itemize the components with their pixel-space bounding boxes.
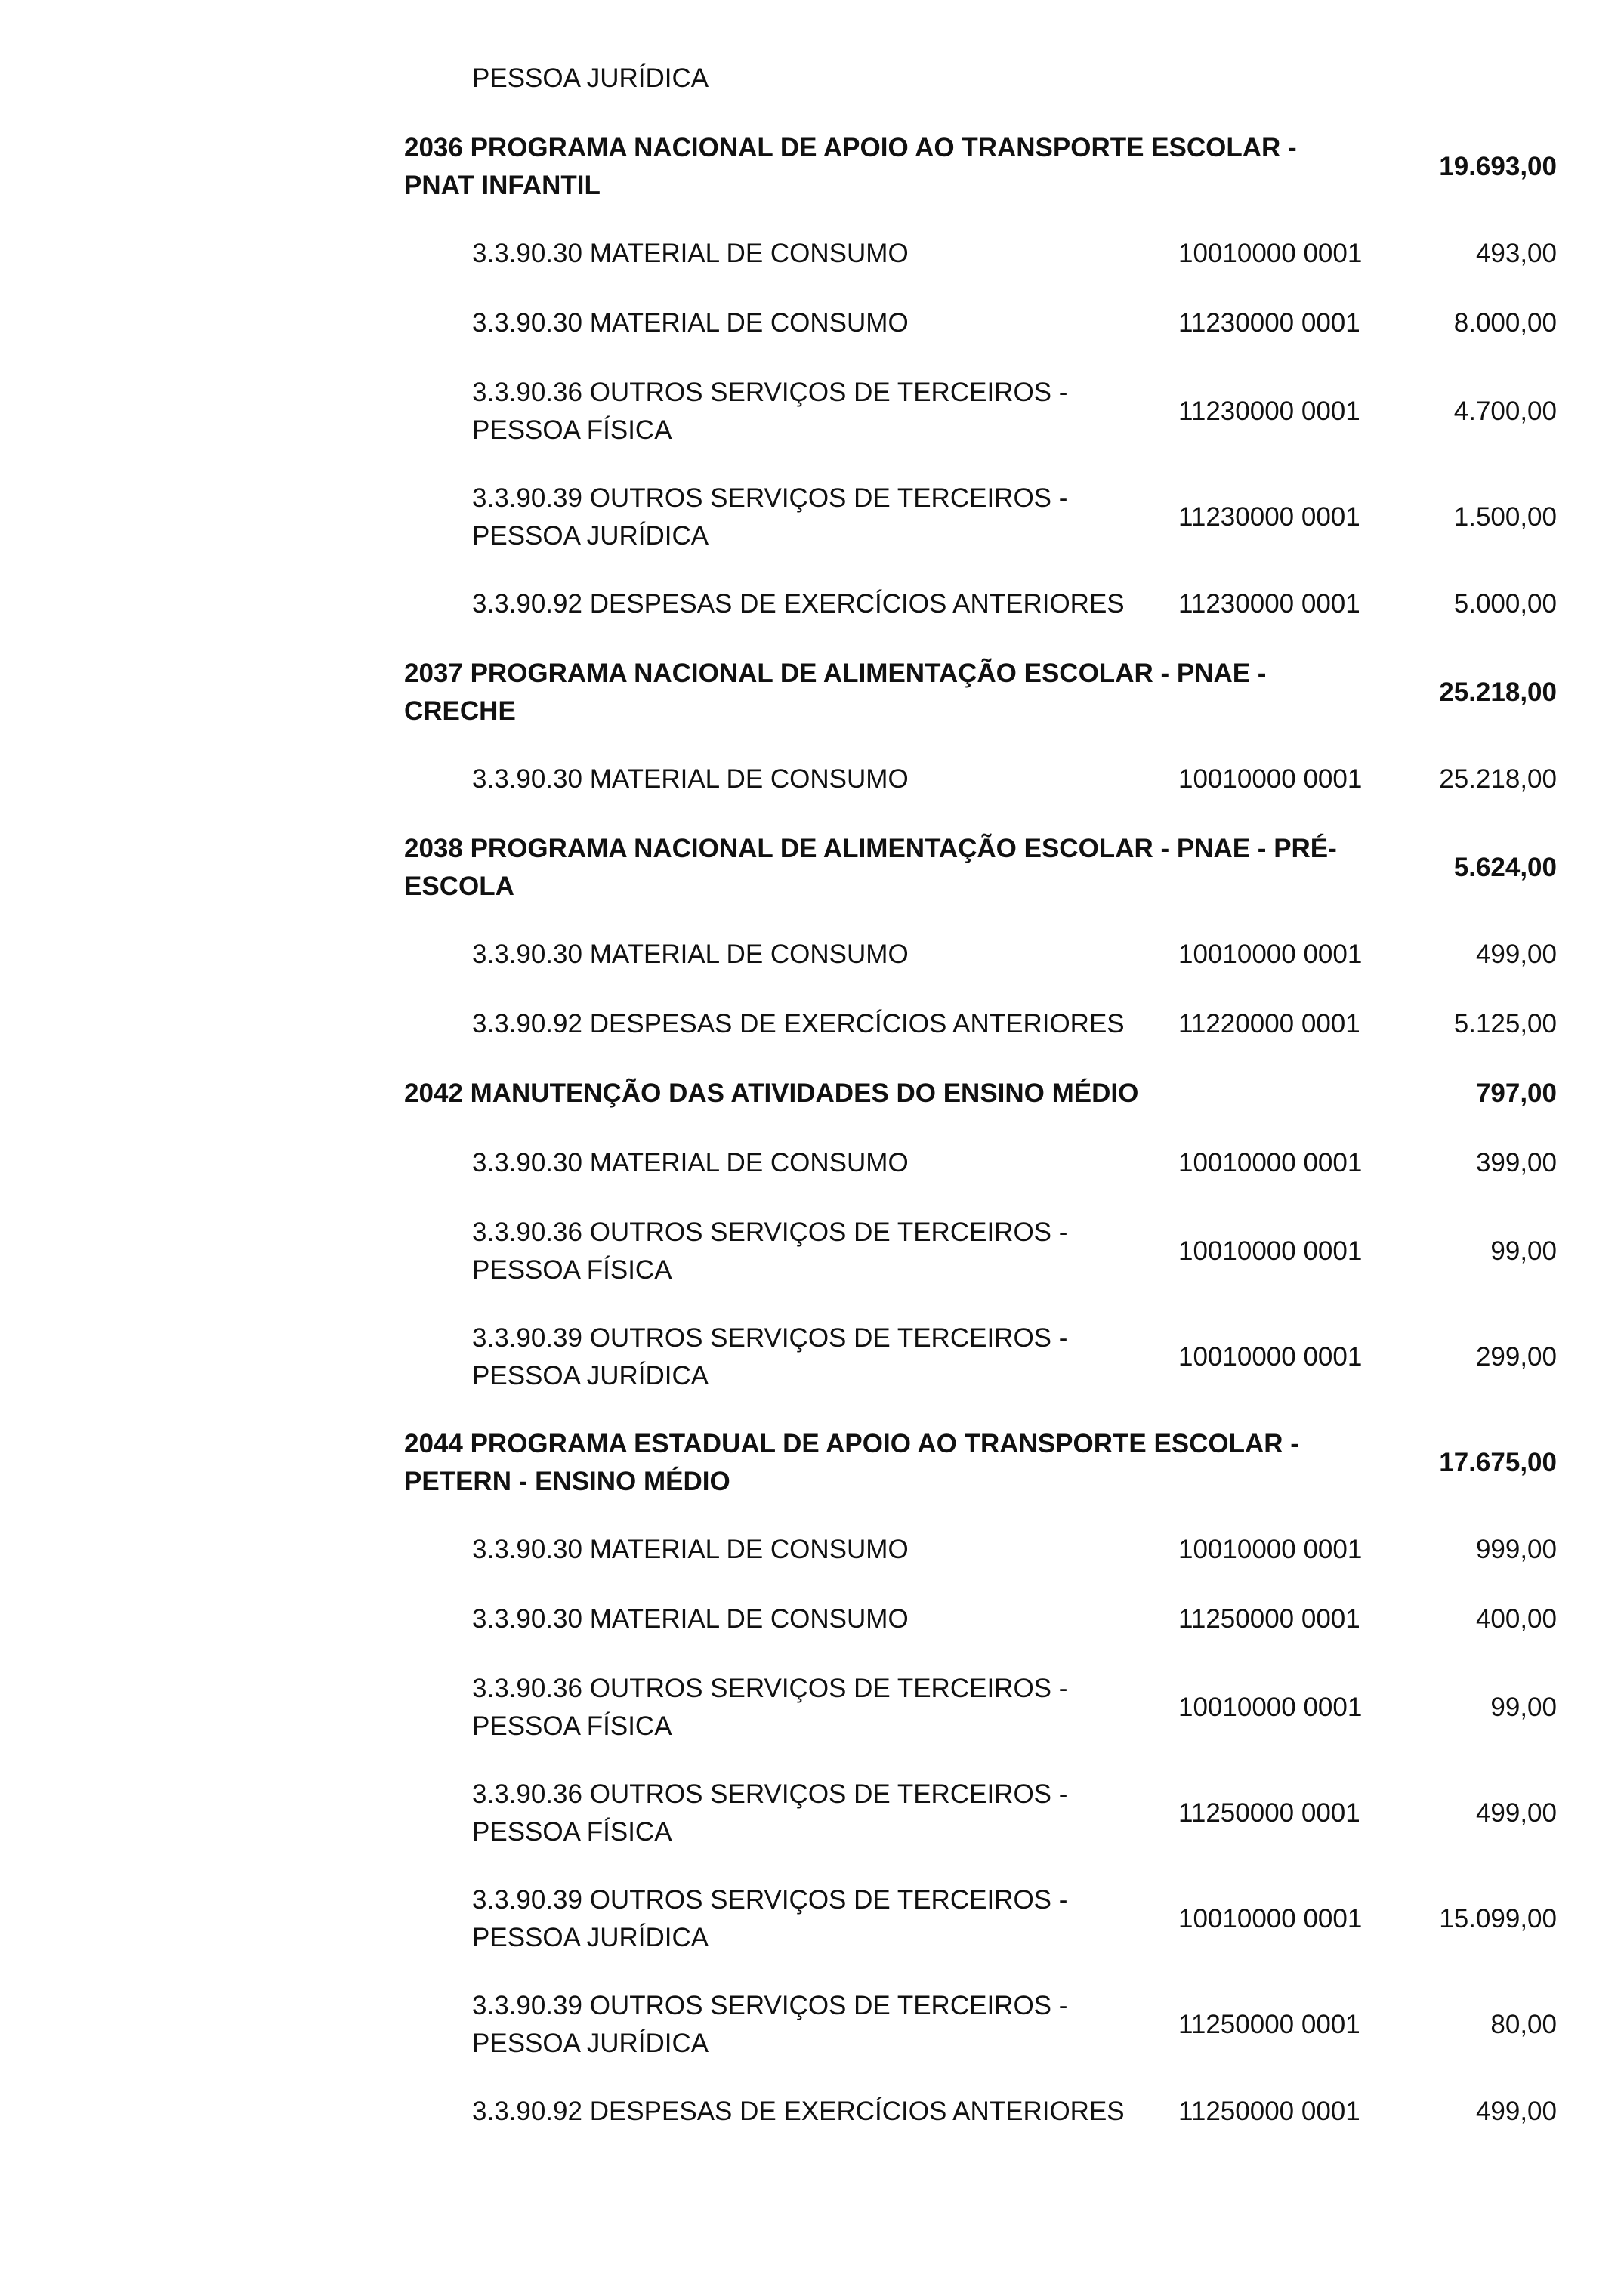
item-description: 3.3.90.30 MATERIAL DE CONSUMO bbox=[472, 239, 909, 268]
item-source: 11250000 0001 bbox=[1178, 2010, 1360, 2039]
item-source: 11250000 0001 bbox=[1178, 1604, 1360, 1634]
item-source: 10010000 0001 bbox=[1178, 1148, 1363, 1177]
item-description: 3.3.90.30 MATERIAL DE CONSUMO bbox=[472, 940, 909, 969]
item-source: 11230000 0001 bbox=[1178, 397, 1360, 426]
item-source: 10010000 0001 bbox=[1178, 1342, 1363, 1372]
item-source: 10010000 0001 bbox=[1178, 1535, 1363, 1564]
item-source: 10010000 0001 bbox=[1178, 1236, 1363, 1266]
item-description: 3.3.90.36 OUTROS SERVIÇOS DE TERCEIROS - PESSOA FÍSICA bbox=[472, 1217, 1068, 1285]
item-source: 10010000 0001 bbox=[1178, 764, 1363, 794]
item-value: 8.000,00 bbox=[1453, 308, 1557, 338]
item-source: 10010000 0001 bbox=[1178, 940, 1363, 969]
section-title: 2037 PROGRAMA NACIONAL DE ALIMENTAÇÃO ESCOLAR - PNAE - CRECHE bbox=[404, 659, 1267, 726]
item-value: 5.125,00 bbox=[1453, 1009, 1557, 1038]
item-source: 10010000 0001 bbox=[1178, 1904, 1363, 1933]
item-description: 3.3.90.92 DESPESAS DE EXERCÍCIOS ANTERIORES bbox=[472, 589, 1125, 619]
item-value: 99,00 bbox=[1490, 1693, 1557, 1722]
item-source: 10010000 0001 bbox=[1178, 239, 1363, 268]
section-title: 2036 PROGRAMA NACIONAL DE APOIO AO TRANSPORTE ESCOLAR - PNAT INFANTIL bbox=[404, 133, 1297, 200]
item-source: 11230000 0001 bbox=[1178, 589, 1360, 619]
item-description: 3.3.90.92 DESPESAS DE EXERCÍCIOS ANTERIORES bbox=[472, 1009, 1125, 1038]
section-total: 5.624,00 bbox=[1453, 853, 1557, 882]
item-value: 499,00 bbox=[1475, 2097, 1557, 2126]
item-description: 3.3.90.36 OUTROS SERVIÇOS DE TERCEIROS - PESSOA FÍSICA bbox=[472, 1779, 1068, 1847]
item-value: 15.099,00 bbox=[1439, 1904, 1557, 1933]
item-description: 3.3.90.30 MATERIAL DE CONSUMO bbox=[472, 764, 909, 794]
item-value: 499,00 bbox=[1475, 940, 1557, 969]
item-value: 499,00 bbox=[1475, 1798, 1557, 1828]
item-value: 400,00 bbox=[1475, 1604, 1557, 1634]
item-description: 3.3.90.30 MATERIAL DE CONSUMO bbox=[472, 1535, 909, 1564]
item-source: 11230000 0001 bbox=[1178, 502, 1360, 532]
item-value: 80,00 bbox=[1490, 2010, 1557, 2039]
section-total: 19.693,00 bbox=[1439, 152, 1557, 181]
item-value: 999,00 bbox=[1475, 1535, 1557, 1564]
item-source: 11250000 0001 bbox=[1178, 2097, 1360, 2126]
item-description: 3.3.90.39 OUTROS SERVIÇOS DE TERCEIROS - PESSOA JURÍDICA bbox=[472, 1991, 1068, 2058]
item-description: 3.3.90.39 OUTROS SERVIÇOS DE TERCEIROS - PESSOA JURÍDICA bbox=[472, 483, 1068, 551]
continuation-text: PESSOA JURÍDICA bbox=[472, 63, 709, 93]
item-value: 99,00 bbox=[1490, 1236, 1557, 1266]
item-description: 3.3.90.30 MATERIAL DE CONSUMO bbox=[472, 1604, 909, 1634]
item-description: 3.3.90.36 OUTROS SERVIÇOS DE TERCEIROS - PESSOA FÍSICA bbox=[472, 378, 1068, 445]
item-value: 399,00 bbox=[1475, 1148, 1557, 1177]
item-value: 493,00 bbox=[1475, 239, 1557, 268]
item-value: 1.500,00 bbox=[1453, 502, 1557, 532]
item-description: 3.3.90.39 OUTROS SERVIÇOS DE TERCEIROS - PESSOA JURÍDICA bbox=[472, 1885, 1068, 1952]
section-total: 797,00 bbox=[1475, 1079, 1557, 1108]
item-value: 25.218,00 bbox=[1439, 764, 1557, 794]
item-source: 11230000 0001 bbox=[1178, 308, 1360, 338]
item-description: 3.3.90.30 MATERIAL DE CONSUMO bbox=[472, 308, 909, 338]
section-total: 17.675,00 bbox=[1439, 1448, 1557, 1477]
item-description: 3.3.90.92 DESPESAS DE EXERCÍCIOS ANTERIORES bbox=[472, 2097, 1125, 2126]
item-value: 5.000,00 bbox=[1453, 589, 1557, 619]
item-value: 299,00 bbox=[1475, 1342, 1557, 1372]
item-source: 11220000 0001 bbox=[1178, 1009, 1360, 1038]
item-source: 10010000 0001 bbox=[1178, 1693, 1363, 1722]
item-description: 3.3.90.30 MATERIAL DE CONSUMO bbox=[472, 1148, 909, 1177]
item-description: 3.3.90.39 OUTROS SERVIÇOS DE TERCEIROS - PESSOA JURÍDICA bbox=[472, 1323, 1068, 1390]
item-value: 4.700,00 bbox=[1453, 397, 1557, 426]
item-description: 3.3.90.36 OUTROS SERVIÇOS DE TERCEIROS - PESSOA FÍSICA bbox=[472, 1674, 1068, 1741]
section-total: 25.218,00 bbox=[1439, 677, 1557, 707]
section-title: 2038 PROGRAMA NACIONAL DE ALIMENTAÇÃO ESCOLAR - PNAE - PRÉ- ESCOLA bbox=[404, 834, 1337, 901]
item-source: 11250000 0001 bbox=[1178, 1798, 1360, 1828]
section-title: 2044 PROGRAMA ESTADUAL DE APOIO AO TRANSPORTE ESCOLAR - PETERN - ENSINO MÉDIO bbox=[404, 1429, 1299, 1496]
section-title: 2042 MANUTENÇÃO DAS ATIVIDADES DO ENSINO MÉDIO bbox=[404, 1079, 1139, 1108]
